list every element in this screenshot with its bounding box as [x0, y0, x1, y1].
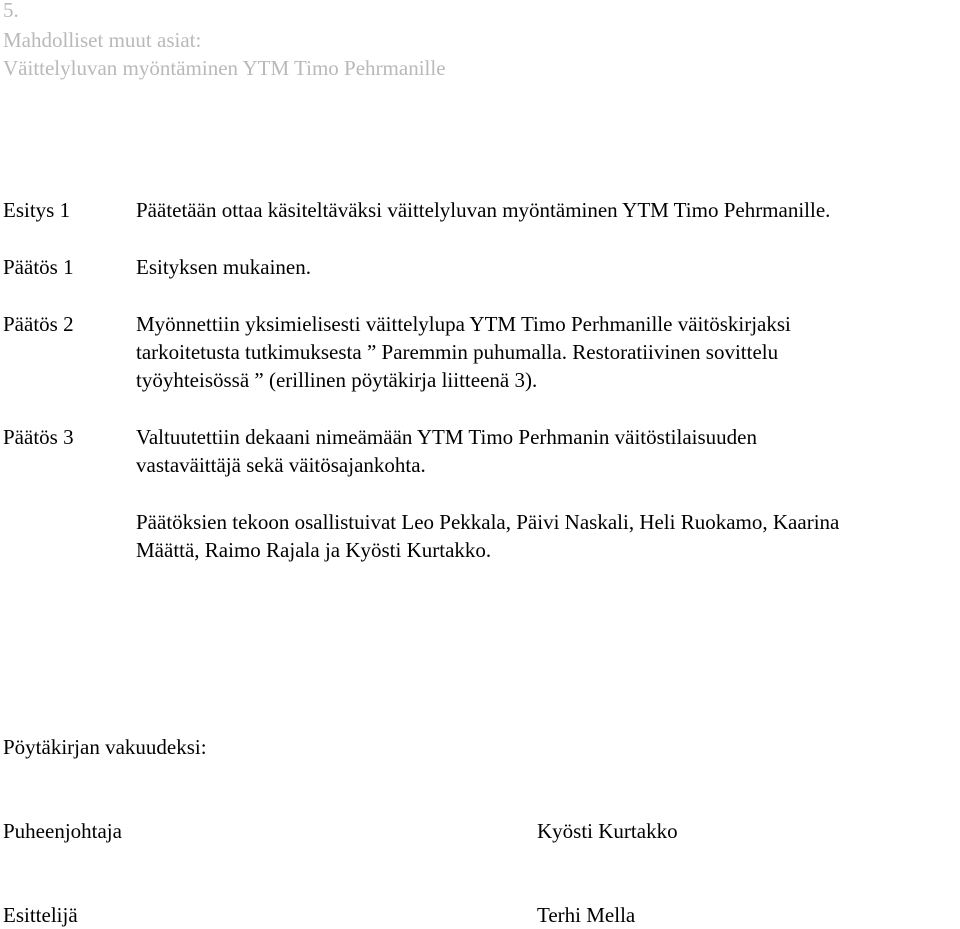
signature-name-chair: Kyösti Kurtakko	[537, 819, 678, 843]
entry-text: vastaväittäjä sekä väitösajankohta.	[136, 453, 426, 477]
signature-role-presenter: Esittelijä	[3, 903, 78, 927]
entry-label-esitys-1: Esitys 1	[3, 198, 71, 222]
entry-label-paatos-2: Päätös 2	[3, 312, 74, 336]
entry-text: Päätetään ottaa käsiteltäväksi väittelyluvan myöntäminen YTM Timo Pehrmanille.	[136, 198, 831, 222]
entry-label-paatos-1: Päätös 1	[3, 255, 74, 279]
item-number: 5.	[3, 0, 19, 22]
section-subtitle: Mahdolliset muut asiat:	[3, 28, 202, 52]
entry-text: Myönnettiin yksimielisesti väittelylupa YTM Timo Perhmanille väitöskirjaksi	[136, 312, 791, 336]
entry-text: tarkoitetusta tutkimuksesta ” Paremmin puhumalla. Restoratiivinen sovittelu	[136, 340, 779, 364]
participants-text: Määttä, Raimo Rajala ja Kyösti Kurtakko.	[136, 538, 492, 562]
entry-label-paatos-3: Päätös 3	[3, 425, 74, 449]
participants-text: Päätöksien tekoon osallistuivat Leo Pekkala, Päivi Naskali, Heli Ruokamo, Kaarina	[136, 510, 840, 534]
entry-text: työyhteisössä ” (erillinen pöytäkirja liitteenä 3).	[136, 368, 538, 392]
signature-name-presenter: Terhi Mella	[537, 903, 636, 927]
section-title: Väittelyluvan myöntäminen YTM Timo Pehrmanille	[3, 56, 446, 80]
certification-heading: Pöytäkirjan vakuudeksi:	[3, 735, 207, 759]
entry-text: Esityksen mukainen.	[136, 255, 311, 279]
signature-role-chair: Puheenjohtaja	[3, 819, 122, 843]
entry-text: Valtuutettiin dekaani nimeämään YTM Timo Perhmanin väitöstilaisuuden	[136, 425, 757, 449]
